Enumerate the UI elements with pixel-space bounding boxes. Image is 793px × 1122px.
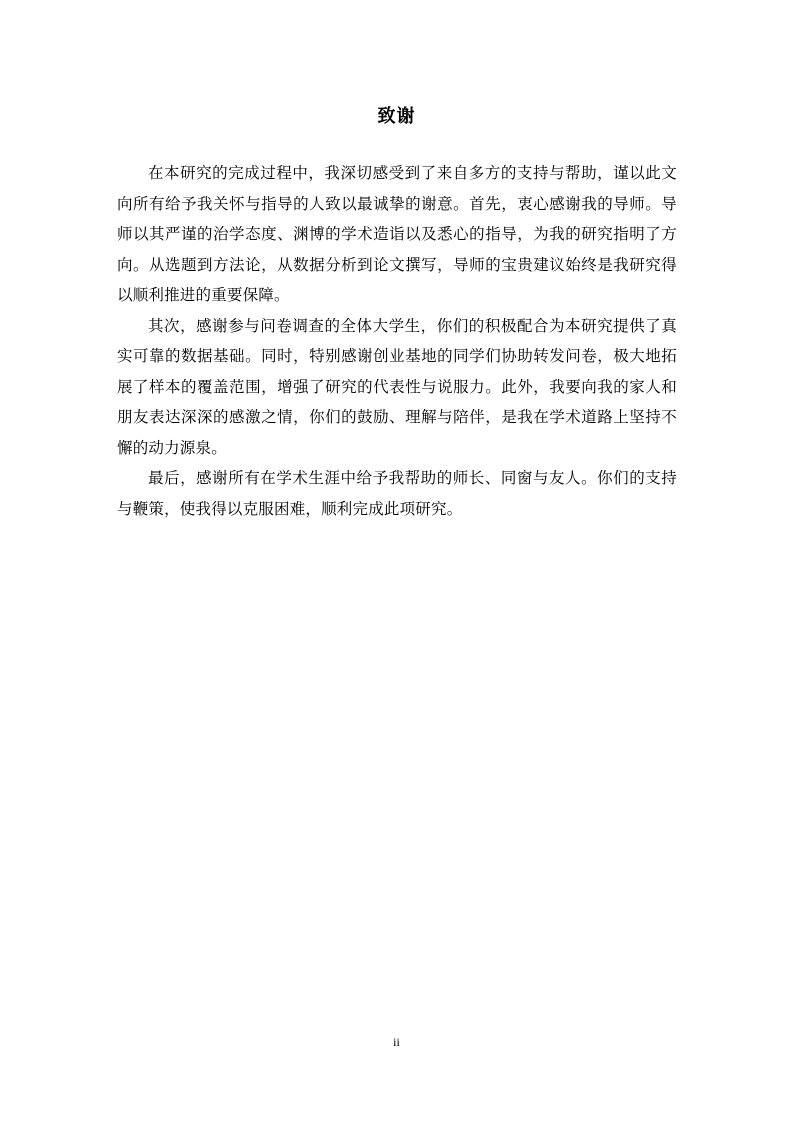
paragraph-advisor-thanks: 在本研究的完成过程中，我深切感受到了来自多方的支持与帮助，谨以此文向所有给予我关怀与指导的人致以最诚挚的谢意。首先，衷心感谢我的导师。导师以其严谨的治学态度、渊博的学术造诣以及悉心的指导，为我的研究指明了方向。从选题到方法论，从数据分析到论文撰写，导师的宝贵建议始终是我研究得以顺利推进的重要保障。 <box>117 164 677 304</box>
acknowledgement-body <box>117 158 677 524</box>
paragraph-closing-thanks: 最后，感谢所有在学术生涯中给予我帮助的师长、同窗与友人。你们的支持与鞭策，使我得以克服困难，顺利完成此项研究。 <box>117 469 677 518</box>
paragraph-participants-thanks: 其次，感谢参与问卷调查的全体大学生，你们的积极配合为本研究提供了真实可靠的数据基础。同时，特别感谢创业基地的同学们协助转发问卷，极大地拓展了样本的覆盖范围，增强了研究的代表性与说服力。此外，我要向我的家人和朋友表达深深的感激之情，你们的鼓励、理解与陪伴，是我在学术道路上坚持不懈的动力源泉。 <box>117 316 677 457</box>
page-number: ii <box>393 1035 400 1049</box>
page-title: 致谢 <box>377 106 416 127</box>
